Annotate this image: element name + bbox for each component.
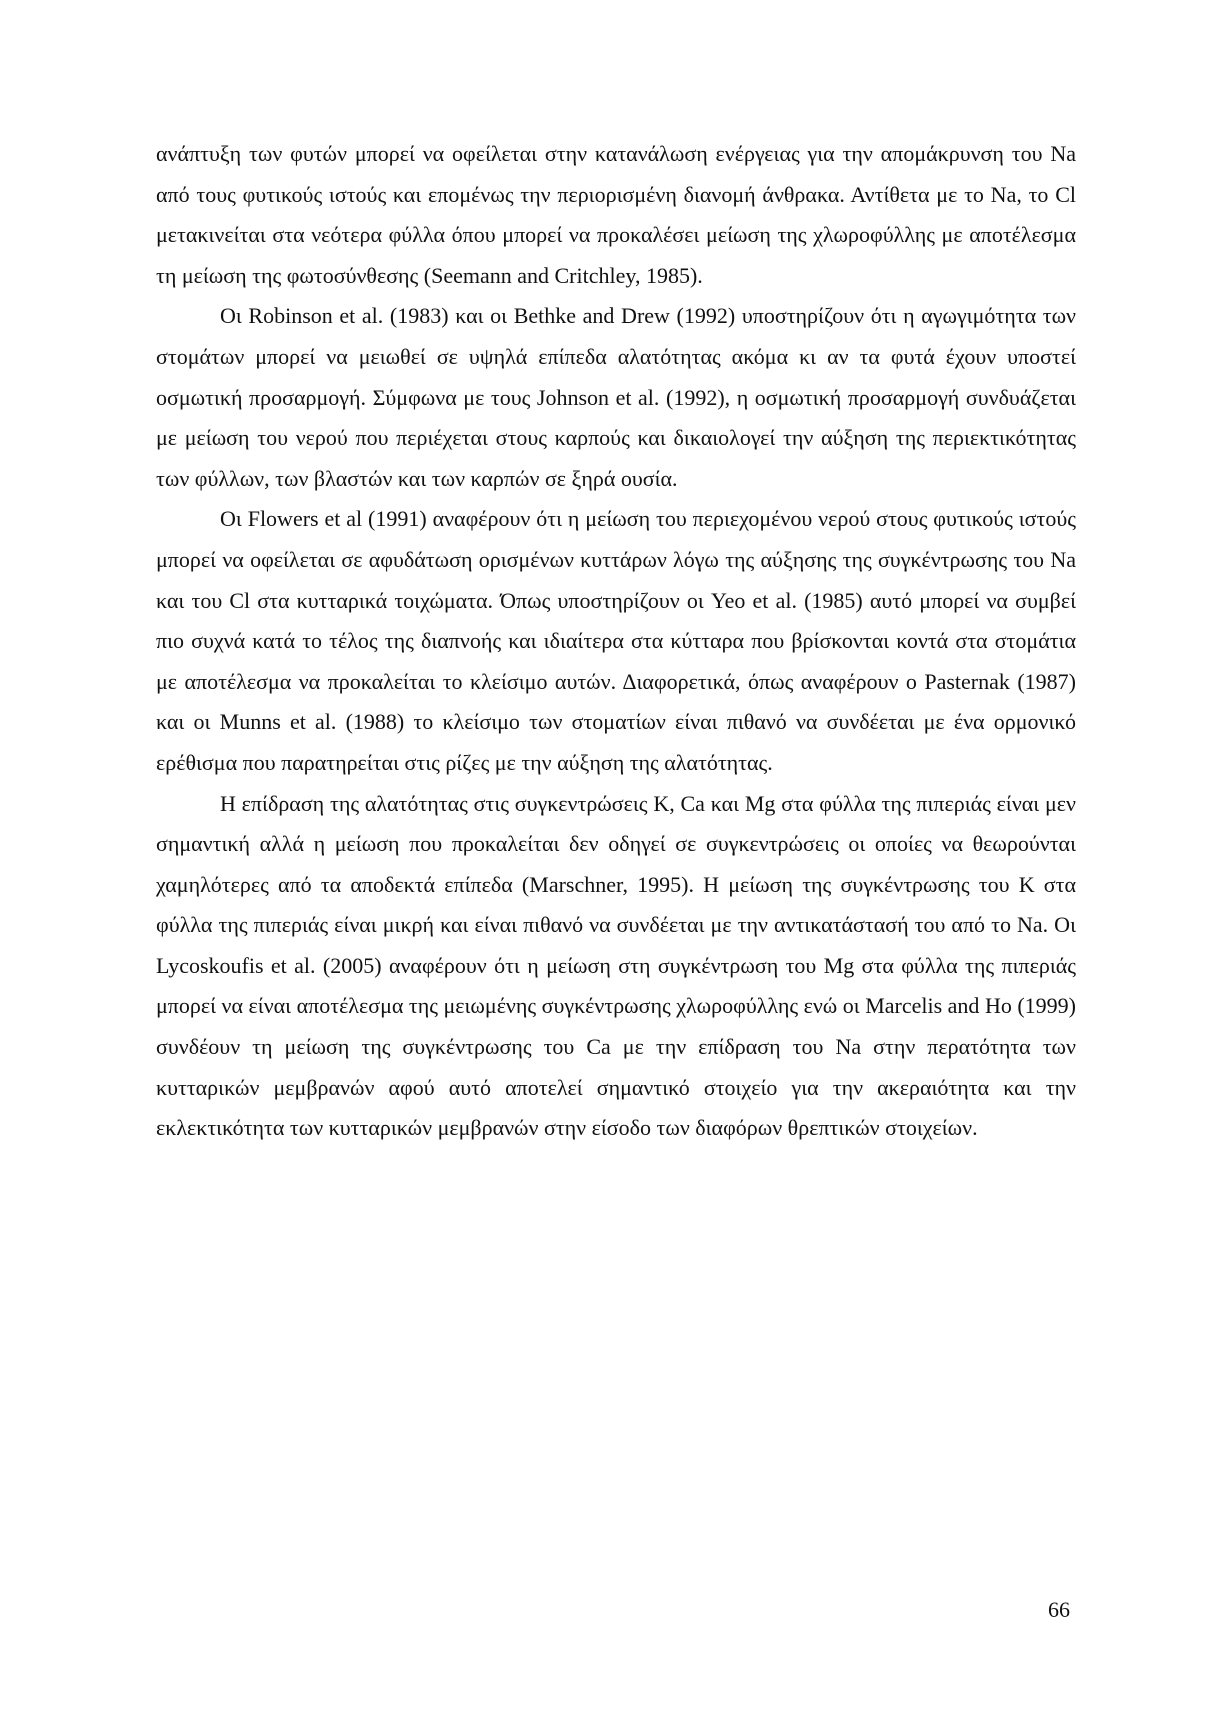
paragraph-1: ανάπτυξη των φυτών μπορεί να οφείλεται στην κατανάλωση ενέργειας για την απομάκρυνση του Na από τους φυτικούς ιστούς και επομένως την περιορισμένη διανομή άνθρακα. Αντίθετα με το Na, το Cl μετακινείται στα νεότερα φύλλα όπου μπορεί να προκαλέσει μείωση της χλωροφύλλης με αποτέλεσμα τη μείωση της φωτοσύνθεσης (Seemann and Critchley, 1985). (156, 141, 1076, 288)
paragraph-4: Η επίδραση της αλατότητας στις συγκεντρώσεις K, Ca και Mg στα φύλλα της πιπεριάς είναι μεν σημαντική αλλά η μείωση που προκαλείται δεν οδηγεί σε συγκεντρώσεις οι οποίες να θεωρούνται χαμηλότερες από τα αποδεκτά επίπεδα (Marschner, 1995). Η μείωση της συγκέντρωσης του K στα φύλλα της πιπεριάς είναι μικρή και είναι πιθανό να συνδέεται με την αντικατάστασή του από το Na. Οι Lycoskoufis et al. (2005) αναφέρουν ότι η μείωση στη συγκέντρωση του Mg στα φύλλα της πιπεριάς μπορεί να είναι αποτέλεσμα της μειωμένης συγκέντρωσης χλωροφύλλης ενώ οι Marcelis and Ho (1999) συνδέουν τη μείωση της συγκέντρωσης του Ca με την επίδραση του Na στην περατότητα των κυτταρικών μεμβρανών αφού αυτό αποτελεί σημαντικό στοιχείο για την ακεραιότητα και την εκλεκτικότητα των κυτταρικών μεμβρανών στην είσοδο των διαφόρων θρεπτικών στοιχείων. (156, 790, 1076, 1141)
paragraph-3: Οι Flowers et al (1991) αναφέρουν ότι η μείωση του περιεχομένου νερού στους φυτικούς ιστούς μπορεί να οφείλεται σε αφυδάτωση ορισμένων κυττάρων λόγω της αύξησης της συγκέντρωσης του Na και του Cl στα κυτταρικά τοιχώματα. Όπως υποστηρίζουν οι Yeo et al. (1985) αυτό μπορεί να συμβεί πιο συχνά κατά το τέλος της διαπνοής και ιδιαίτερα στα κύτταρα που βρίσκονται κοντά στα στομάτια με αποτέλεσμα να προκαλείται το κλείσιμο αυτών. Διαφορετικά, όπως αναφέρουν ο Pasternak (1987) και οι Munns et al. (1988) το κλείσιμο των στοματίων είναι πιθανό να συνδέεται με ένα ορμονικό ερέθισμα που παρατηρείται στις ρίζες με την αύξηση της αλατότητας. (156, 506, 1076, 775)
paragraph-2: Οι Robinson et al. (1983) και οι Bethke and Drew (1992) υποστηρίζουν ότι η αγωγιμότητα των στομάτων μπορεί να μειωθεί σε υψηλά επίπεδα αλατότητας ακόμα κι αν τα φυτά έχουν υποστεί οσμωτική προσαρμογή. Σύμφωνα με τους Johnson et al. (1992), η οσμωτική προσαρμογή συνδυάζεται με μείωση του νερού που περιέχεται στους καρπούς και δικαιολογεί την αύξηση της περιεκτικότητας των φύλλων, των βλαστών και των καρπών σε ξηρά ουσία. (156, 303, 1076, 491)
page-number: 66 (1048, 1597, 1070, 1622)
body-text (156, 134, 1076, 1149)
